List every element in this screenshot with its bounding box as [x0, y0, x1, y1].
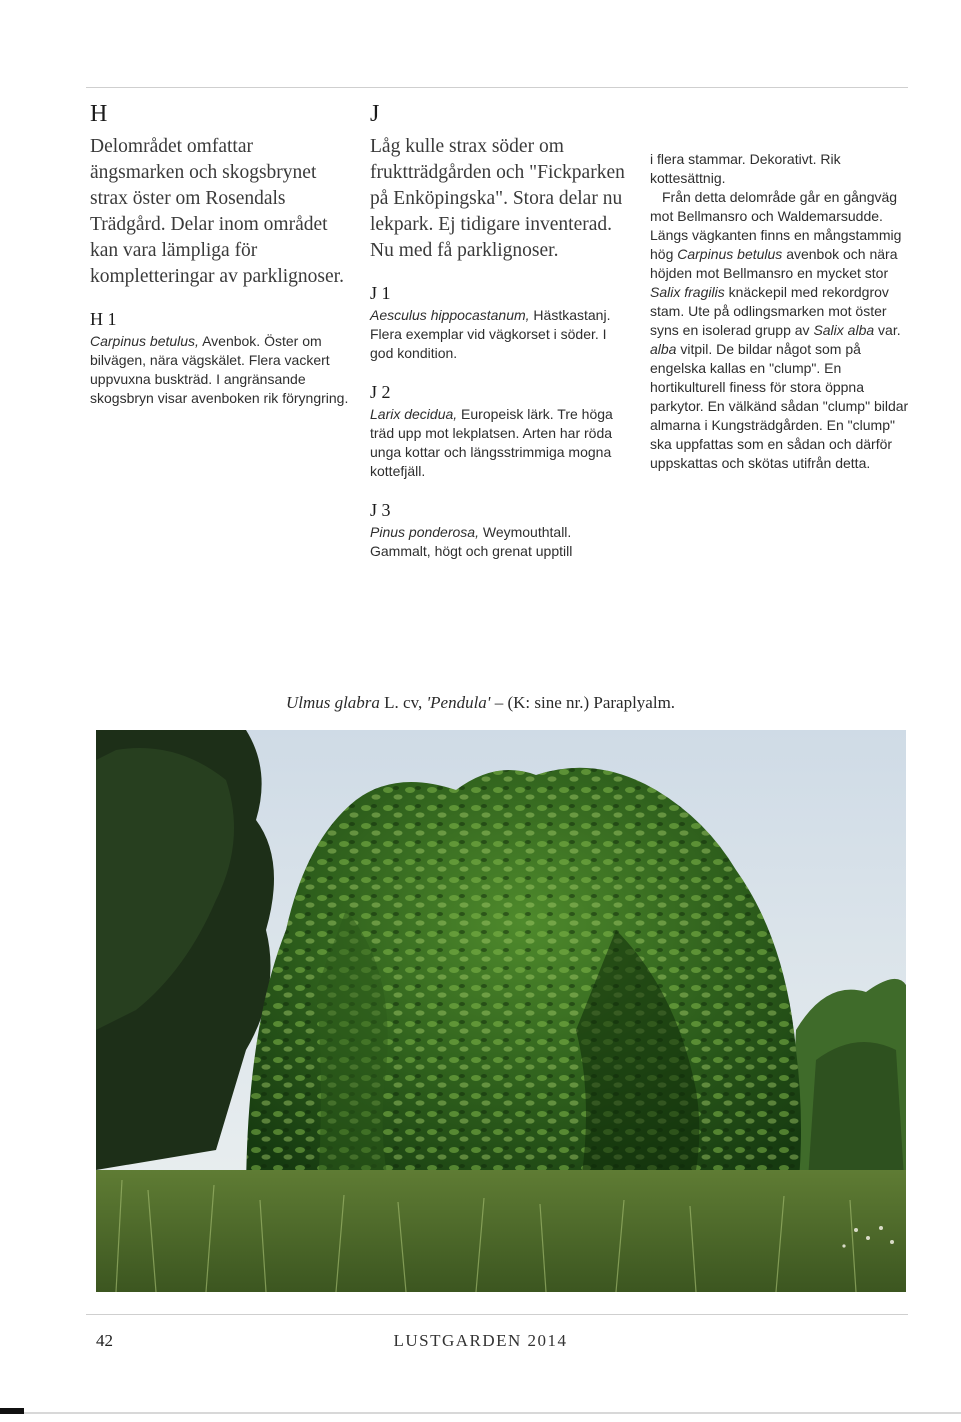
right-paragraph-1: i flera stammar. Dekorativt. Rik kottesättnig. [650, 151, 841, 186]
j1-text [370, 306, 632, 363]
scan-edge [0, 1412, 961, 1414]
j3-heading: J 3 [370, 500, 391, 520]
right-column [650, 150, 910, 473]
scan-mark [0, 1408, 24, 1414]
top-rule [86, 87, 908, 88]
p2-text-b: avenbok och nära höjden mot Bellmansro en mycket stor [650, 246, 898, 281]
p2-species-carpinus: Carpinus betulus [677, 246, 783, 262]
j2-description: Europeisk lärk. Tre höga träd upp mot lekplatsen. Arten har röda unga kottar och längsstrimmiga mogna kottefjäll. [370, 406, 613, 479]
section-j-lead: Låg kulle strax söder om fruktträdgården och "Fickparken på Enköpingska". Stora delar nu lekpark. Ej tidigare inventerad. Nu med få parklignoser. [370, 136, 625, 261]
right-paragraph-2 [650, 188, 910, 473]
j3-description: Weymouthtall. Gammalt, högt och grenat upptill [370, 524, 573, 559]
j2-heading: J 2 [370, 382, 391, 402]
p2-text-e: vitpil. De bildar något som på engelska kallas en "clump". En hortikulturell finess för stora öppna parkytor. En välkänd sådan "clump" bildar almarna i Kungsträdgården. En "clump" ska uppfattas som en sådan och därför uppskattas och skötas utifrån detta. [650, 341, 909, 471]
h1-text [90, 332, 352, 408]
section-h-heading: H [90, 101, 108, 127]
j2-species: Larix decidua, [370, 406, 458, 422]
j1-species: Aesculus hippocastanum, [370, 307, 530, 323]
section-j [370, 100, 632, 561]
j3-text [370, 523, 632, 561]
footer-title: LUSTGARDEN 2014 [393, 1331, 568, 1350]
page-number: 42 [96, 1331, 113, 1350]
caption-cultivar: 'Pendula' [426, 693, 491, 712]
j1-heading: J 1 [370, 283, 391, 303]
weeping-elm-illustration [96, 730, 906, 1292]
p2-species-alba: alba [650, 341, 677, 357]
j1-description: Hästkastanj. Flera exemplar vid vägkorset i söder. I god kondition. [370, 307, 611, 361]
tree-photo [96, 730, 906, 1292]
p2-text-c: knäckepil med rekordgrov stam. Ute på odlingsmarken mot öster syns en isolerad grupp av [650, 284, 889, 338]
p2-text-a: Från detta delområde går en gångväg mot Bellmansro och Waldemarsudde. Längs vägkanten finns en mångstammig hög [650, 189, 902, 262]
p2-species-salix-fragilis: Salix fragilis [650, 284, 725, 300]
j3-species: Pinus ponderosa, [370, 524, 479, 540]
caption-rest: – (K: sine nr.) Paraplyalm. [490, 693, 676, 712]
j2-text [370, 405, 632, 481]
h1-heading: H 1 [90, 309, 117, 329]
section-h-lead: Delområdet omfattar ängsmarken och skogsbrynet strax öster om Rosendals Trädgård. Delar inom området kan vara lämpliga för kompletteringar av parklignoser. [90, 136, 344, 287]
p2-species-salix-alba: Salix alba [813, 322, 875, 338]
caption-text: L. cv, [379, 693, 427, 712]
h1-species: Carpinus betulus, [90, 333, 199, 349]
section-j-heading: J [370, 101, 380, 127]
caption-species: Ulmus glabra [285, 693, 380, 712]
photo-caption [0, 693, 961, 713]
h1-description: Avenbok. Öster om bilvägen, nära vägskälet. Flera vackert uppvuxna buskträd. I angränsande skogsbryn visar avenboken rik föryngring. [90, 333, 349, 406]
bottom-rule [86, 1314, 908, 1315]
p2-text-d: var. [874, 322, 901, 338]
section-h [90, 100, 352, 408]
